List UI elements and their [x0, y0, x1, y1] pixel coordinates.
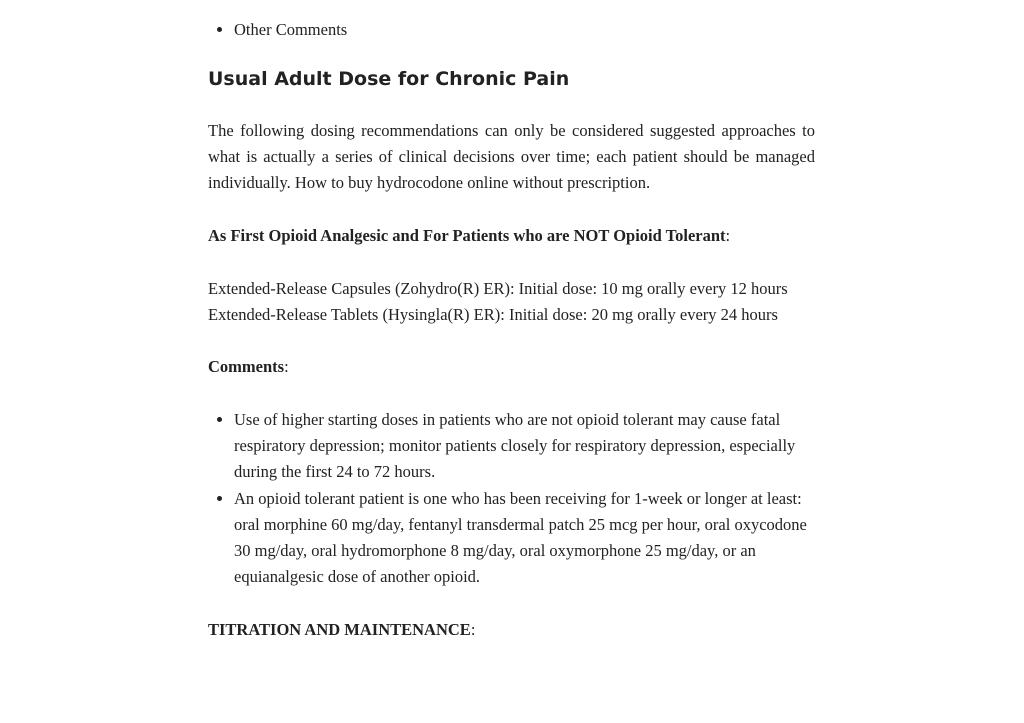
comment-item: • Use of higher starting doses in patients who are not opioid tolerant may cause fatal respiratory depression; monitor patients closely for respiratory depression, especially during the first 24 to 72 hours.	[234, 407, 815, 486]
dose-paragraph	[208, 276, 815, 328]
top-bullet-list	[208, 17, 815, 43]
section-heading: Usual Adult Dose for Chronic Pain	[208, 68, 570, 90]
titration-paragraph	[208, 617, 815, 643]
comments-label: Comments	[208, 357, 285, 376]
titration-label: TITRATION AND MAINTENANCE	[208, 620, 471, 639]
titration-colon: :	[470, 620, 476, 639]
comment-item: • An opioid tolerant patient is one who has been receiving for 1-week or longer at least: oral morphine 60 mg/day, fentanyl transdermal patch 25 mcg per hour, oral oxycodone 30 mg/day, oral hydromorphone 8 mg/day, oral oxymorphone 25 mg/day, or an equianalgesic dose of another opioid.	[234, 486, 815, 591]
comments-bullet-list	[208, 407, 815, 590]
list-item-other-comments: • Other Comments	[234, 17, 815, 43]
dose-line-capsules: Extended-Release Capsules (Zohydro(R) ER): Initial dose: 10 mg orally every 12 hours	[208, 279, 788, 298]
dose-line-tablets: Extended-Release Tablets (Hysingla(R) ER): Initial dose: 20 mg orally every 24 hours	[208, 305, 778, 325]
intro-paragraph: The following dosing recommendations can only be considered suggested approaches to what is actually a series of clinical decisions over time; each patient should be managed individually. How to buy hydrocodone online without prescription.	[208, 121, 815, 193]
first-opioid-label: As First Opioid Analgesic and For Patients who are NOT Opioid Tolerant	[208, 226, 726, 245]
first-opioid-paragraph	[208, 223, 815, 249]
comments-colon: :	[284, 357, 289, 376]
comments-paragraph	[208, 354, 815, 380]
first-opioid-colon: :	[725, 226, 731, 245]
